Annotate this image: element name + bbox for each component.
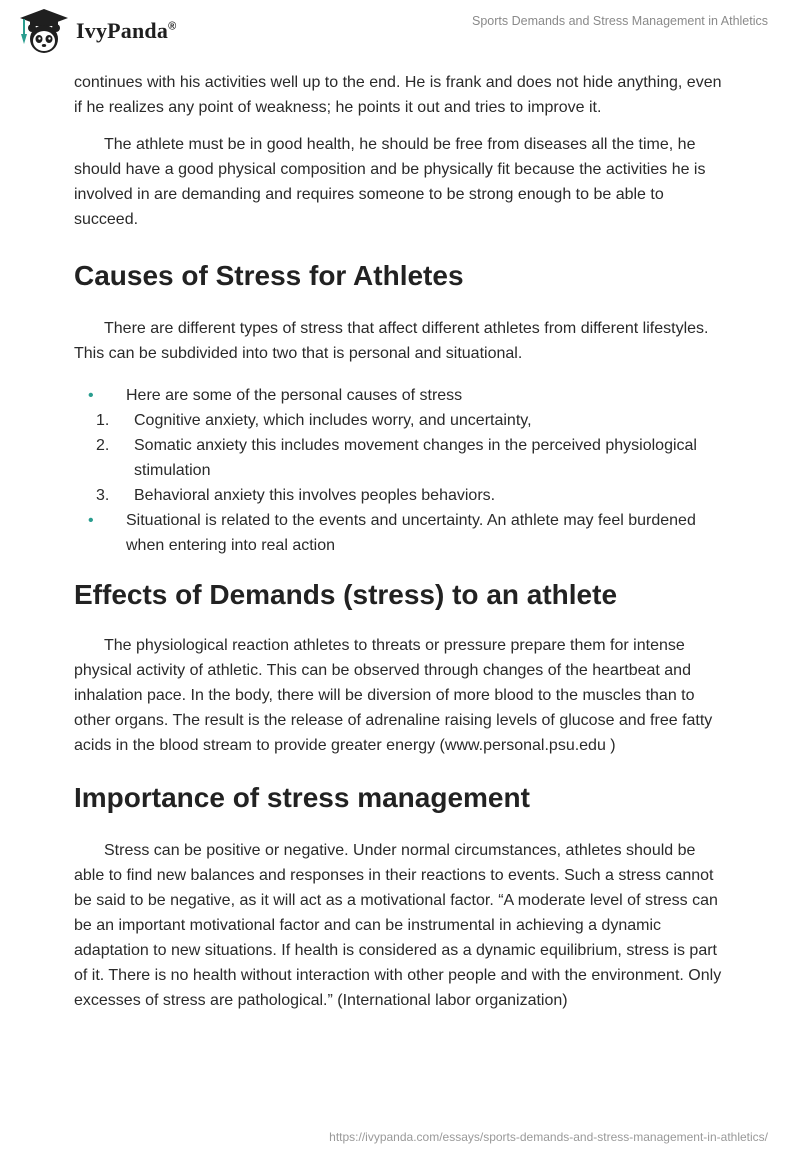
numbered-item — [74, 433, 724, 483]
document-title: Sports Demands and Stress Management in Athletics — [472, 14, 768, 28]
registered-mark: ® — [168, 20, 177, 33]
list-item — [74, 508, 724, 558]
panda-logo-icon — [14, 6, 72, 56]
list-item-text: Situational is related to the events and uncertainty. An athlete may feel burdened when entering into real action — [126, 512, 696, 554]
item-text: Cognitive anxiety, which includes worry, and uncertainty, — [134, 412, 532, 429]
list-item-text: Here are some of the personal causes of stress — [126, 387, 463, 404]
essay-content — [74, 70, 724, 1013]
paragraph: There are different types of stress that affect different athletes from different lifestyles. This can be subdivided into two that is personal and situational. — [74, 320, 709, 362]
item-text: Behavioral anxiety this involves peoples behaviors. — [134, 487, 496, 504]
section-heading-causes: Causes of Stress for Athletes — [74, 260, 464, 291]
logo-text: IvyPanda® — [76, 18, 177, 43]
bullet-icon: • — [88, 387, 94, 404]
logo[interactable] — [14, 6, 176, 56]
list-item — [74, 383, 724, 508]
paragraph: continues with his activities well up to the end. He is frank and does not hide anything, even if he realizes any point of weakness; he points it out and tries to improve it. — [74, 74, 722, 116]
item-number: 2. — [96, 437, 110, 454]
numbered-item — [74, 483, 724, 508]
footer-url-link[interactable]: https://ivypanda.com/essays/sports-demands-and-stress-management-in-athletics/ — [329, 1130, 768, 1144]
item-number: 3. — [96, 487, 110, 504]
section-heading-importance: Importance of stress management — [74, 782, 530, 813]
numbered-list — [74, 408, 724, 508]
numbered-item — [74, 408, 724, 433]
paragraph: Stress can be positive or negative. Under normal circumstances, athletes should be able to find new balances and responses in their reactions to events. Such a stress cannot be said to be negative, as it will act as a motivational factor. “A moderate level of stress can be an important motivational factor and can be instrumental in achieving a dynamic adaptation to new situations. If health is considered as a dynamic equilibrium, stress is part of it. There is no health without interaction with other people and with the environment. Only excesses of stress are pathological.” (International labor organization) — [74, 842, 722, 1009]
paragraph: The physiological reaction athletes to threats or pressure prepare them for intense physical activity of athletic. This can be observed through changes of the heartbeat and inhalation pace. In the body, there will be diversion of more blood to the muscles than to other organs. The result is the release of adrenaline raising levels of glucose and free fatty acids in the blood stream to provide greater energy (www.personal.psu.edu ) — [74, 637, 713, 754]
paragraph: The athlete must be in good health, he should be free from diseases all the time, he should have a good physical composition and be physically fit because the activities he is involved in are demanding and requires someone to be strong enough to be able to succeed. — [74, 136, 706, 228]
section-heading-effects: Effects of Demands (stress) to an athlete — [74, 579, 618, 610]
item-number: 1. — [96, 412, 110, 429]
page-header — [0, 0, 800, 70]
item-text: Somatic anxiety this includes movement changes in the perceived physiological stimulation — [134, 437, 697, 479]
bullet-list — [74, 383, 724, 558]
bullet-icon: • — [88, 512, 94, 529]
